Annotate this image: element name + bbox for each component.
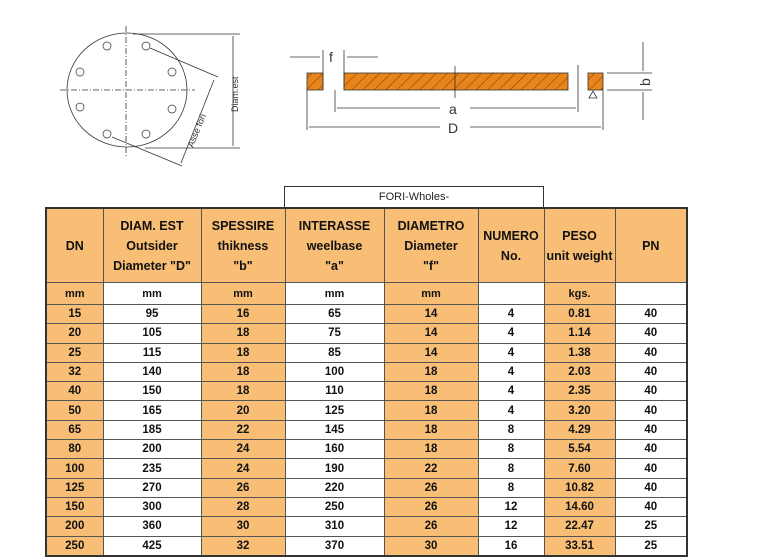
unit-peso: kgs. <box>544 283 615 305</box>
cell-diam-est: 95 <box>103 305 201 324</box>
header-line: INTERASSE <box>298 218 371 233</box>
unit-diam-est: mm <box>103 283 201 305</box>
cell-pn: 40 <box>615 305 687 324</box>
diam-est-label: Diam.est <box>230 76 240 112</box>
table-row <box>46 305 687 324</box>
cell-diametro: 26 <box>384 497 478 516</box>
cell-dn: 20 <box>46 324 103 343</box>
header-line: Diameter "D" <box>113 258 191 273</box>
cell-diametro: 18 <box>384 362 478 381</box>
cell-pn: 25 <box>615 536 687 556</box>
cell-pn: 40 <box>615 401 687 420</box>
cell-diametro: 30 <box>384 536 478 556</box>
cell-dn: 150 <box>46 497 103 516</box>
cell-diam-est: 425 <box>103 536 201 556</box>
d-label: D <box>448 120 459 136</box>
cell-pn: 40 <box>615 459 687 478</box>
cell-interasse: 145 <box>285 420 384 439</box>
cell-interasse: 190 <box>285 459 384 478</box>
cell-pn: 40 <box>615 440 687 459</box>
a-label: a <box>449 101 457 117</box>
cell-diam-est: 105 <box>103 324 201 343</box>
cell-numero: 12 <box>478 517 544 536</box>
cell-dn: 65 <box>46 420 103 439</box>
table-row <box>46 420 687 439</box>
cell-dn: 100 <box>46 459 103 478</box>
header-line: DIAM. EST <box>120 218 184 233</box>
cell-peso: 10.82 <box>544 478 615 497</box>
table-row <box>46 382 687 401</box>
table-row <box>46 362 687 381</box>
cell-diametro: 18 <box>384 420 478 439</box>
cell-spessire: 28 <box>201 497 285 516</box>
cell-peso: 7.60 <box>544 459 615 478</box>
cell-diam-est: 115 <box>103 343 201 362</box>
flange-front-view <box>60 26 240 166</box>
header-line: unit weight <box>546 248 613 263</box>
cell-dn: 15 <box>46 305 103 324</box>
cell-peso: 5.54 <box>544 440 615 459</box>
cell-numero: 8 <box>478 420 544 439</box>
cell-peso: 22.47 <box>544 517 615 536</box>
cell-dn: 250 <box>46 536 103 556</box>
header-line: "b" <box>233 258 253 273</box>
cell-dn: 80 <box>46 440 103 459</box>
cell-spessire: 32 <box>201 536 285 556</box>
cell-diametro: 14 <box>384 324 478 343</box>
cell-spessire: 30 <box>201 517 285 536</box>
table-row <box>46 536 687 556</box>
cell-pn: 40 <box>615 478 687 497</box>
cell-interasse: 370 <box>285 536 384 556</box>
cell-interasse: 310 <box>285 517 384 536</box>
cell-numero: 12 <box>478 497 544 516</box>
cell-numero: 4 <box>478 401 544 420</box>
cell-numero: 8 <box>478 459 544 478</box>
unit-numero <box>478 283 544 305</box>
header-line: thikness <box>217 238 269 253</box>
cell-interasse: 110 <box>285 382 384 401</box>
cell-spessire: 24 <box>201 459 285 478</box>
cell-spessire: 18 <box>201 324 285 343</box>
cell-dn: 125 <box>46 478 103 497</box>
header-spessire <box>201 208 285 283</box>
cell-spessire: 22 <box>201 420 285 439</box>
cell-diam-est: 235 <box>103 459 201 478</box>
unit-interasse: mm <box>285 283 384 305</box>
cell-numero: 4 <box>478 382 544 401</box>
cell-diam-est: 270 <box>103 478 201 497</box>
header-line: weelbase <box>306 238 363 253</box>
cell-spessire: 18 <box>201 382 285 401</box>
header-diametro <box>384 208 478 283</box>
cell-peso: 33.51 <box>544 536 615 556</box>
cell-interasse: 160 <box>285 440 384 459</box>
header-line: PN <box>642 238 660 253</box>
f-label: f <box>329 49 333 65</box>
fori-group-header: FORI-Wholes- <box>284 186 544 207</box>
cell-peso: 1.38 <box>544 343 615 362</box>
cell-diametro: 18 <box>384 382 478 401</box>
cell-peso: 14.60 <box>544 497 615 516</box>
header-pn <box>615 208 687 283</box>
cell-diam-est: 360 <box>103 517 201 536</box>
cell-diam-est: 200 <box>103 440 201 459</box>
cell-spessire: 26 <box>201 478 285 497</box>
cell-numero: 8 <box>478 478 544 497</box>
b-label: b <box>637 78 653 86</box>
cell-interasse: 250 <box>285 497 384 516</box>
cell-diametro: 14 <box>384 305 478 324</box>
header-line: "a" <box>325 258 344 273</box>
cell-dn: 32 <box>46 362 103 381</box>
cell-spessire: 18 <box>201 362 285 381</box>
cell-pn: 40 <box>615 343 687 362</box>
header-dn <box>46 208 103 283</box>
cell-diametro: 26 <box>384 517 478 536</box>
header-numero <box>478 208 544 283</box>
cell-peso: 2.03 <box>544 362 615 381</box>
cell-spessire: 24 <box>201 440 285 459</box>
cell-diam-est: 140 <box>103 362 201 381</box>
header-line: Outsider <box>126 238 178 253</box>
cell-interasse: 65 <box>285 305 384 324</box>
header-line: DN <box>65 238 84 253</box>
cell-diam-est: 300 <box>103 497 201 516</box>
cell-diam-est: 185 <box>103 420 201 439</box>
cell-interasse: 220 <box>285 478 384 497</box>
cell-dn: 200 <box>46 517 103 536</box>
cell-pn: 25 <box>615 517 687 536</box>
cell-diametro: 22 <box>384 459 478 478</box>
cell-diametro: 26 <box>384 478 478 497</box>
cell-interasse: 125 <box>285 401 384 420</box>
header-line: "f" <box>422 258 439 273</box>
cell-interasse: 100 <box>285 362 384 381</box>
cell-spessire: 16 <box>201 305 285 324</box>
cell-dn: 50 <box>46 401 103 420</box>
cell-peso: 0.81 <box>544 305 615 324</box>
table-row <box>46 343 687 362</box>
cell-dn: 40 <box>46 382 103 401</box>
cell-peso: 2.35 <box>544 382 615 401</box>
cell-peso: 1.14 <box>544 324 615 343</box>
cell-peso: 4.29 <box>544 420 615 439</box>
header-line: No. <box>500 248 522 263</box>
cell-pn: 40 <box>615 362 687 381</box>
cell-numero: 4 <box>478 343 544 362</box>
cell-diametro: 14 <box>384 343 478 362</box>
cell-numero: 4 <box>478 324 544 343</box>
cell-numero: 16 <box>478 536 544 556</box>
cell-interasse: 85 <box>285 343 384 362</box>
cell-numero: 4 <box>478 362 544 381</box>
table-row <box>46 517 687 536</box>
table-row <box>46 478 687 497</box>
cell-spessire: 20 <box>201 401 285 420</box>
cell-dn: 25 <box>46 343 103 362</box>
header-diam-est <box>103 208 201 283</box>
asse-fori-label: Asse fori <box>185 112 208 149</box>
table-row <box>46 440 687 459</box>
unit-pn <box>615 283 687 305</box>
cell-diametro: 18 <box>384 440 478 459</box>
table-row <box>46 324 687 343</box>
cell-pn: 40 <box>615 497 687 516</box>
unit-diametro: mm <box>384 283 478 305</box>
table-row <box>46 401 687 420</box>
flange-side-view <box>290 42 652 130</box>
header-line: DIAMETRO <box>397 218 465 233</box>
cell-numero: 8 <box>478 440 544 459</box>
header-line: SPESSIRE <box>211 218 275 233</box>
cell-spessire: 18 <box>201 343 285 362</box>
cell-pn: 40 <box>615 382 687 401</box>
cell-pn: 40 <box>615 420 687 439</box>
header-line: NUMERO <box>483 228 539 243</box>
unit-spessire: mm <box>201 283 285 305</box>
table-row <box>46 497 687 516</box>
header-line: Diameter <box>404 238 458 253</box>
header-line: PESO <box>562 228 597 243</box>
cell-interasse: 75 <box>285 324 384 343</box>
cell-peso: 3.20 <box>544 401 615 420</box>
unit-dn: mm <box>46 283 103 305</box>
header-interasse <box>285 208 384 283</box>
cell-diametro: 18 <box>384 401 478 420</box>
technical-drawing <box>0 0 760 186</box>
cell-numero: 4 <box>478 305 544 324</box>
cell-diam-est: 165 <box>103 401 201 420</box>
table-row <box>46 459 687 478</box>
cell-diam-est: 150 <box>103 382 201 401</box>
cell-pn: 40 <box>615 324 687 343</box>
header-peso <box>544 208 615 283</box>
flange-spec-table <box>45 207 688 557</box>
